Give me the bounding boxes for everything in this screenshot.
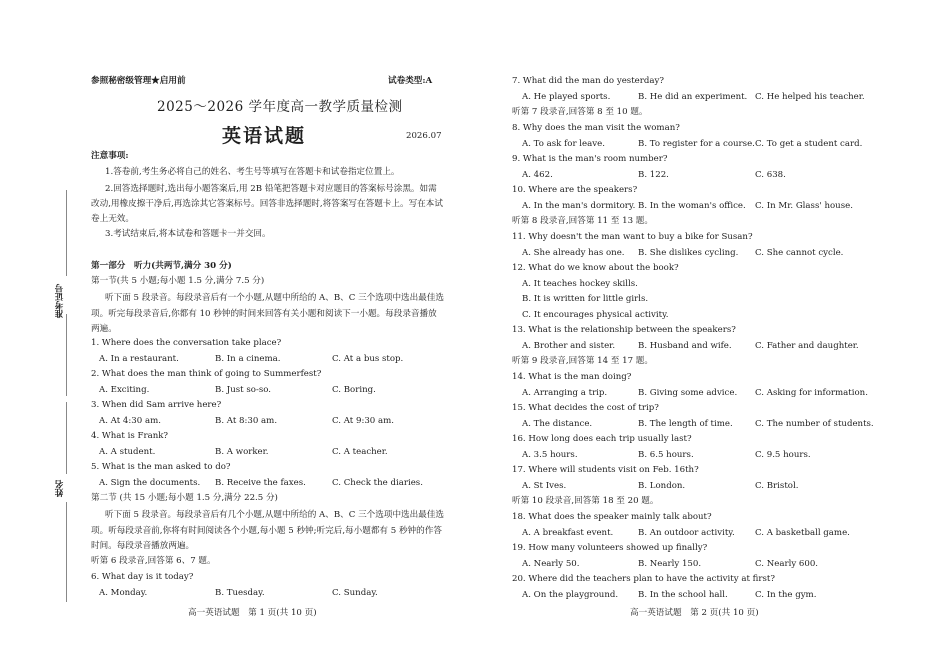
exam-date: 2026.07 <box>406 131 442 141</box>
section1-heading: 第一节(共 5 小题;每小题 1.5 分,满分 7.5 分) <box>91 276 265 286</box>
option-c: C. In the gym. <box>755 590 817 600</box>
exam-title: 2025～2026 学年度高一教学质量检测 <box>157 99 403 115</box>
option-c: C. Sunday. <box>332 588 378 598</box>
question-text: 16. How long does each trip usually last? <box>512 434 692 444</box>
option-c: C. Father and daughter. <box>755 341 859 351</box>
option-c: C. She cannot cycle. <box>755 248 844 258</box>
question-text: 4. What is Frank? <box>91 431 169 441</box>
question-text: 2. What does the man think of going to Summerfest? <box>91 369 322 379</box>
option-b: B. In the woman's office. <box>638 201 746 211</box>
question-text: 7. What did the man do yesterday? <box>512 76 664 86</box>
question-text: 14. What is the man doing? <box>512 372 632 382</box>
option-a: A. 3.5 hours. <box>522 450 578 460</box>
option-b: B. 122. <box>638 170 669 180</box>
option-c: C. At 9:30 am. <box>332 416 395 426</box>
option-a: A. He played sports. <box>522 92 611 102</box>
option-a: A. In a restaurant. <box>99 354 179 364</box>
option-a: A. The distance. <box>522 419 593 429</box>
option-a: A. Exciting. <box>99 385 150 395</box>
option-b: B. It is written for little girls. <box>522 294 649 304</box>
option-c: C. Nearly 600. <box>755 559 819 569</box>
option-b: B. A worker. <box>215 447 269 457</box>
note-3: 3.考试结束后,将本试卷和答题卡一并交回。 <box>105 229 271 239</box>
section2-intro: 听下面 5 段录音。每段录音后有几个小题,从题中所给的 A、B、C 三个选项中选出最佳选项。听每段录音前,你将有时间阅读各个小题,每小题 5 秒钟;听完后,每小题都有 5 秒钟的作答时间。每段录音播放两遍。 <box>91 510 445 551</box>
option-b: B. At 8:30 am. <box>215 416 278 426</box>
option-a: A. Arranging a trip. <box>522 388 608 398</box>
option-a: A. At 4:30 am. <box>99 416 161 426</box>
option-b: B. Receive the faxes. <box>215 478 306 488</box>
option-a: A. Nearly 50. <box>522 559 580 569</box>
option-c: C. A teacher. <box>332 447 388 457</box>
question-text: 11. Why doesn't the man want to buy a bike for Susan? <box>512 232 753 242</box>
option-b: B. In the school hall. <box>638 590 728 600</box>
option-a: A. Monday. <box>99 588 148 598</box>
option-c: C. Asking for information. <box>755 388 868 398</box>
option-a: A. It teaches hockey skills. <box>522 279 638 289</box>
question-text: 8. Why does the man visit the woman? <box>512 123 680 133</box>
option-c: C. 638. <box>755 170 786 180</box>
material-note: 听第 6 段录音,回答第 6、7 题。 <box>91 556 216 566</box>
question-text: 13. What is the relationship between the speakers? <box>512 325 736 335</box>
option-c: C. Check the diaries. <box>332 478 423 488</box>
question-text: 18. What does the speaker mainly talk about? <box>512 512 712 522</box>
option-a: A. A breakfast event. <box>522 528 614 538</box>
option-a: A. St Ives. <box>522 481 567 491</box>
option-c: C. He helped his teacher. <box>755 92 865 102</box>
material-note: 听第 10 段录音,回答第 18 至 20 题。 <box>512 496 659 506</box>
question-text: 17. Where will students visit on Feb. 16th? <box>512 465 699 475</box>
option-c: C. To get a student card. <box>755 139 863 149</box>
question-text: 5. What is the man asked to do? <box>91 462 231 472</box>
option-c: C. Boring. <box>332 385 376 395</box>
option-b: B. In a cinema. <box>215 354 281 364</box>
option-a: A. A student. <box>99 447 156 457</box>
option-b: B. The length of time. <box>638 419 733 429</box>
material-note: 听第 8 段录音,回答第 11 至 13 题。 <box>512 216 653 226</box>
option-c: C. A basketball game. <box>755 528 850 538</box>
option-c: C. The number of students. <box>755 419 874 429</box>
page-footer: 高一英语试题 第 2 页(共 10 页) <box>630 608 759 618</box>
option-b: B. Tuesday. <box>215 588 265 598</box>
note-1: 1.答卷前,考生务必将自己的姓名、考生号等填写在答题卡和试卷指定位置上。 <box>105 167 400 177</box>
question-text: 12. What do we know about the book? <box>512 263 679 273</box>
page-footer: 高一英语试题 第 1 页(共 10 页) <box>188 608 317 618</box>
question-text: 10. Where are the speakers? <box>512 185 638 195</box>
binding-line <box>66 314 67 396</box>
option-b: B. 6.5 hours. <box>638 450 694 460</box>
question-text: 15. What decides the cost of trip? <box>512 403 659 413</box>
question-text: 6. What day is it today? <box>91 572 194 582</box>
binding-line <box>66 502 67 602</box>
section2-heading: 第二节 (共 15 小题;每小题 1.5 分,满分 22.5 分) <box>91 493 278 503</box>
question-text: 20. Where did the teachers plan to have the activity at first? <box>512 574 775 584</box>
confidential-label: 参照秘密级管理★启用前 <box>91 76 186 86</box>
option-c: C. At a bus stop. <box>332 354 404 364</box>
option-c: C. In Mr. Glass' house. <box>755 201 853 211</box>
subject-title: 英语试题 <box>222 125 307 147</box>
option-c: C. It encourages physical activity. <box>522 310 669 320</box>
option-c: C. 9.5 hours. <box>755 450 811 460</box>
option-b: B. Just so-so. <box>215 385 272 395</box>
option-a: A. In the man's dormitory. <box>522 201 636 211</box>
paper-type-label: 试卷类型:A <box>388 76 433 86</box>
notes-heading: 注意事项: <box>91 151 129 161</box>
binding-line <box>66 190 67 276</box>
option-b: B. Husband and wife. <box>638 341 732 351</box>
option-b: B. Nearly 150. <box>638 559 702 569</box>
note-2: 2.回答选择题时,选出每小题答案后,用 2B 铅笔把答题卡对应题目的答案标号涂黑。如需改动,用橡皮擦干净后,再选涂其它答案标号。回答非选择题时,将答案写在答题卡上。写在本试卷上无效。 <box>91 184 443 224</box>
binding-line <box>66 402 67 474</box>
question-text: 9. What is the man's room number? <box>512 154 668 164</box>
name-label: 姓名 <box>55 480 65 497</box>
option-a: A. Sign the documents. <box>99 478 201 488</box>
question-text: 3. When did Sam arrive here? <box>91 400 222 410</box>
option-a: A. She already has one. <box>522 248 625 258</box>
question-text: 19. How many volunteers showed up finally? <box>512 543 708 553</box>
question-text: 1. Where does the conversation take place? <box>91 338 282 348</box>
option-b: B. She dislikes cycling. <box>638 248 739 258</box>
option-a: A. 462. <box>522 170 553 180</box>
option-b: B. He did an experiment. <box>638 92 748 102</box>
material-note: 听第 7 段录音,回答第 8 至 10 题。 <box>512 107 648 117</box>
option-a: A. Brother and sister. <box>522 341 616 351</box>
material-note: 听第 9 段录音,回答第 14 至 17 题。 <box>512 356 653 366</box>
option-b: B. London. <box>638 481 686 491</box>
part1-heading: 第一部分 听力(共两节,满分 30 分) <box>91 261 232 271</box>
section1-intro: 听下面 5 段录音。每段录音后有一个小题,从题中所给的 A、B、C 三个选项中选出最佳选项。听完每段录音后,你都有 10 秒钟的时间来回答有关小题和阅读下一小题。每段录音播放两遍。 <box>91 293 445 334</box>
option-a: A. To ask for leave. <box>522 139 605 149</box>
option-b: B. An outdoor activity. <box>638 528 735 538</box>
option-a: A. On the playground. <box>522 590 619 600</box>
option-b: B. To register for a course. <box>638 139 755 149</box>
option-b: B. Giving some advice. <box>638 388 738 398</box>
exam-number-label: 准考证号 <box>55 284 65 318</box>
option-c: C. Bristol. <box>755 481 799 491</box>
